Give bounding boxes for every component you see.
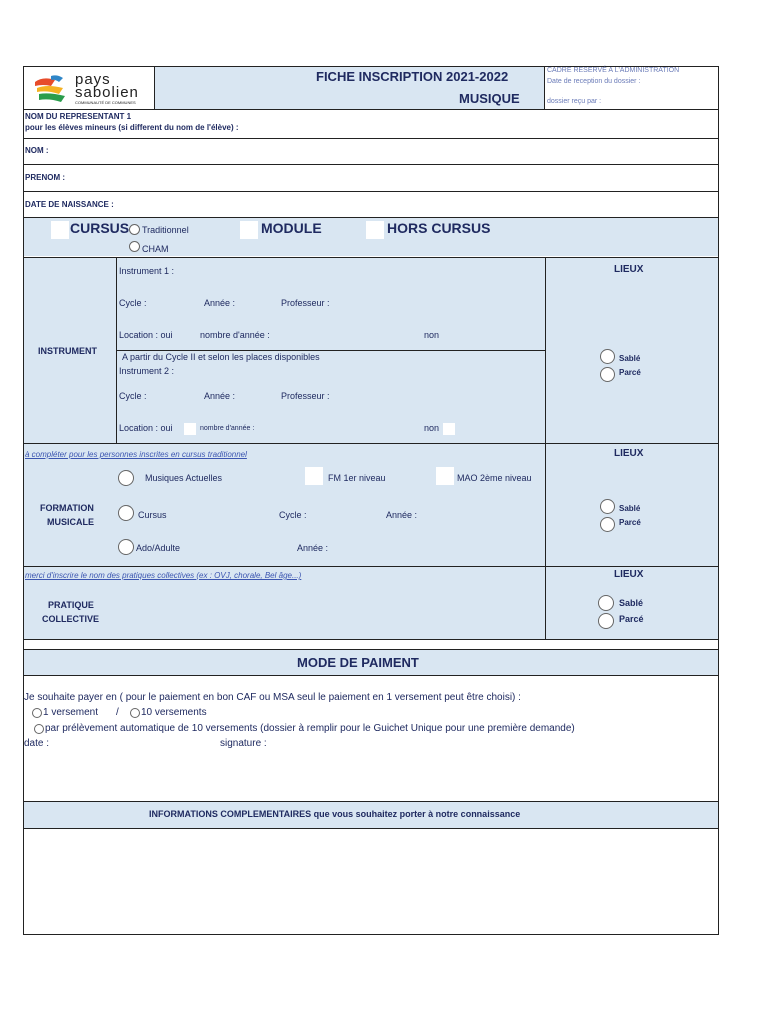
- versement10-label: 10 versements: [141, 707, 207, 718]
- versement10-radio[interactable]: [130, 708, 140, 718]
- fm1-checkbox[interactable]: [305, 467, 323, 485]
- mao-checkbox[interactable]: [436, 467, 454, 485]
- paiement-title: MODE DE PAIMENT: [297, 655, 419, 670]
- formation-section-line2: MUSICALE: [47, 517, 94, 527]
- signature-label: signature :: [220, 738, 267, 749]
- admin-title: CADRE RESERVÉ A L'ADMINISTRATION: [547, 67, 680, 74]
- ado-radio[interactable]: [118, 539, 134, 555]
- location2-checkbox[interactable]: [184, 423, 196, 435]
- formation-note: à compléter pour les personnes inscrites en cursus traditionnel: [25, 450, 247, 459]
- instrument-parce-label: Parcé: [619, 368, 641, 377]
- cursus-fm-radio[interactable]: [118, 505, 134, 521]
- paiement-intro: Je souhaite payer en ( pour le paiement en bon CAF ou MSA seul le paiement en 1 versement peut être choisi) :: [24, 692, 521, 703]
- formation-parce-label: Parcé: [619, 518, 641, 527]
- admin-date-label: Date de reception du dossier :: [547, 78, 641, 85]
- prelevement-label: par prélèvement automatique de 10 versements (dossier à remplir pour le Guichet Unique pour une première demande): [45, 723, 575, 734]
- instrument2-label: Instrument 2 :: [119, 366, 175, 376]
- formation-cycle-label: Cycle :: [279, 510, 307, 520]
- hors-cursus-checkbox[interactable]: [366, 221, 384, 239]
- admin-dossier-label: dossier reçu par :: [547, 98, 602, 105]
- pratique-sable-radio[interactable]: [598, 595, 614, 611]
- cursus-fm-label: Cursus: [138, 510, 167, 520]
- logo-mark-icon: [33, 72, 71, 104]
- professeur1-label: Professeur :: [281, 298, 330, 308]
- cham-label: CHAM: [142, 244, 169, 254]
- module-label: MODULE: [261, 220, 322, 236]
- prenom-label: PRENOM :: [25, 173, 65, 182]
- professeur2-label: Professeur :: [281, 391, 330, 401]
- formation-sable-radio[interactable]: [600, 499, 615, 514]
- actuelles-radio[interactable]: [118, 470, 134, 486]
- hors-cursus-label: HORS CURSUS: [387, 220, 491, 236]
- non2-checkbox[interactable]: [443, 423, 455, 435]
- versement1-label: 1 versement: [43, 707, 99, 718]
- pratique-section-line2: COLLECTIVE: [42, 614, 100, 624]
- non2-label: non: [424, 423, 440, 433]
- formation-annee-label: Année :: [386, 510, 418, 520]
- actuelles-label: Musiques Actuelles: [145, 473, 223, 483]
- pratique-parce-radio[interactable]: [598, 613, 614, 629]
- location2-label: Location : oui: [119, 423, 173, 433]
- module-checkbox[interactable]: [240, 221, 258, 239]
- cham-radio[interactable]: [129, 241, 140, 252]
- ado-label: Ado/Adulte: [136, 543, 181, 553]
- instrument2-note: A partir du Cycle II et selon les places disponibles: [122, 352, 320, 362]
- traditionnel-label: Traditionnel: [142, 225, 189, 235]
- nb-annee2-label: nombre d'année :: [200, 425, 255, 432]
- cursus-checkbox[interactable]: [51, 221, 69, 239]
- versement1-radio[interactable]: [32, 708, 42, 718]
- form-title: FICHE INSCRIPTION 2021-2022: [316, 69, 509, 84]
- instrument-lieux-label: LIEUX: [614, 264, 644, 275]
- representant-label: NOM DU REPRESENTANT 1: [25, 112, 132, 121]
- annee1-label: Année :: [204, 298, 236, 308]
- nb-annee1-label: nombre d'année :: [200, 330, 270, 340]
- instrument-parce-radio[interactable]: [600, 367, 615, 382]
- pratique-lieux-label: LIEUX: [614, 569, 644, 580]
- form-subtitle: MUSIQUE: [459, 91, 520, 106]
- instrument1-label: Instrument 1 :: [119, 266, 175, 276]
- logo-text-1: pays: [75, 71, 111, 88]
- pratique-note: merci d'inscrire le nom des pratiques collectives (ex : OVJ, chorale, Bel âge...): [25, 571, 302, 580]
- non1-label: non: [424, 330, 440, 340]
- date-label: date :: [24, 738, 50, 749]
- paiement-separator: /: [116, 707, 119, 718]
- formation-annee2-label: Année :: [297, 543, 329, 553]
- prelevement-radio[interactable]: [34, 724, 44, 734]
- cycle2-label: Cycle :: [119, 391, 147, 401]
- logo: [33, 72, 148, 106]
- traditionnel-radio[interactable]: [129, 224, 140, 235]
- infos-title: INFORMATIONS COMPLEMENTAIRES que vous souhaitez porter à notre connaissance: [149, 809, 521, 819]
- fm1-label: FM 1er niveau: [328, 473, 386, 483]
- cycle1-label: Cycle :: [119, 298, 147, 308]
- pratique-sable-label: Sablé: [619, 598, 644, 608]
- instrument-sable-radio[interactable]: [600, 349, 615, 364]
- formation-section-line1: FORMATION: [40, 503, 94, 513]
- annee2-label: Année :: [204, 391, 236, 401]
- pratique-parce-label: Parcé: [619, 614, 644, 624]
- cursus-label: CURSUS: [70, 220, 130, 236]
- formation-sable-label: Sablé: [619, 504, 641, 513]
- instrument-sable-label: Sablé: [619, 354, 641, 363]
- pratique-section-line1: PRATIQUE: [48, 600, 94, 610]
- formation-parce-radio[interactable]: [600, 517, 615, 532]
- representant-note: pour les élèves mineurs (si different du nom de l'élève) :: [25, 123, 239, 132]
- logo-subtext: COMMUNAUTÉ DE COMMUNES: [75, 100, 136, 105]
- naissance-label: DATE DE NAISSANCE :: [25, 200, 114, 209]
- instrument-section-label: INSTRUMENT: [38, 346, 97, 356]
- nom-label: NOM :: [25, 146, 49, 155]
- formation-lieux-label: LIEUX: [614, 448, 644, 459]
- mao-label: MAO 2ème niveau: [457, 473, 532, 483]
- infos-textarea[interactable]: [24, 829, 718, 933]
- logo-text-2: sabolien: [75, 84, 139, 101]
- location1-label: Location : oui: [119, 330, 173, 340]
